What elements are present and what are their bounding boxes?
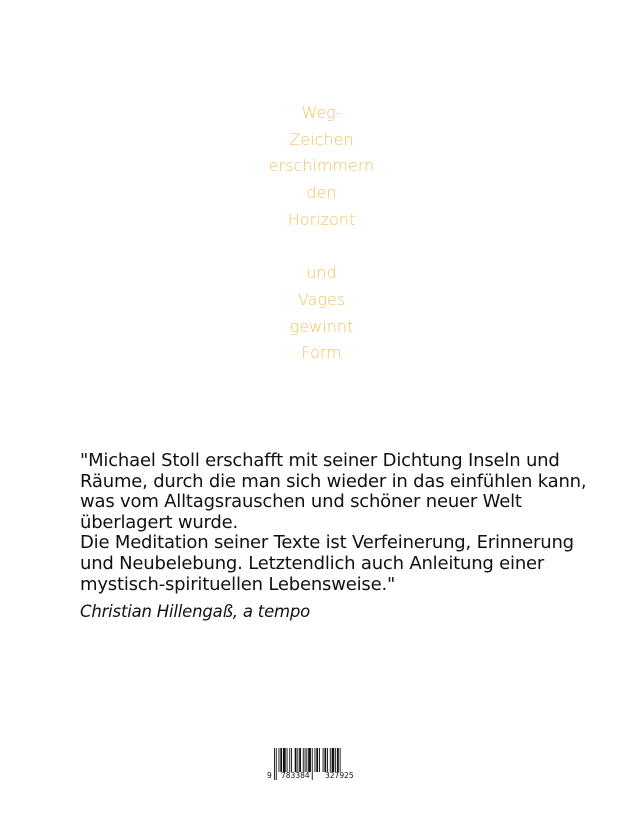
poem-line: Weg- <box>301 103 342 122</box>
poem-line: Zeichen <box>289 129 354 149</box>
quote-attribution: Christian Hillengaß, a tempo <box>80 602 311 621</box>
quote-line: Räume, durch die man sich wieder in das einfühlen kann, <box>80 470 587 492</box>
poem-line: gewinnt <box>289 316 354 336</box>
poem-line: und <box>306 263 337 283</box>
quote-line: überlagert wurde. <box>80 511 239 533</box>
quote-line: "Michael Stoll erschafft mit seiner Dichtung Inseln und <box>80 450 560 471</box>
poem-line: Vages <box>297 289 346 309</box>
quote-line: mystisch-spirituellen Lebensweise." <box>80 573 396 595</box>
isbn-barcode <box>266 748 372 780</box>
poem-line: den <box>306 183 337 203</box>
poem-line: Form <box>301 343 342 363</box>
poem-line: Horizont <box>287 209 356 229</box>
barcode-lead-digit: 9 <box>267 771 272 780</box>
stanza-break <box>0 233 643 260</box>
barcode-left-digits: 783384 <box>281 771 310 780</box>
quote-line: Die Meditation seiner Texte ist Verfeinerung, Erinnerung <box>80 532 574 554</box>
poem-line: erschimmern <box>268 156 375 176</box>
barcode-right-digits: 327925 <box>325 771 354 780</box>
quote-line: was vom Alltagsrauschen und schöner neuer Welt <box>80 491 522 513</box>
review-quote <box>80 450 587 595</box>
back-cover-poem <box>0 100 643 367</box>
quote-line: und Neubelebung. Letztendlich auch Anleitung einer <box>80 552 545 574</box>
